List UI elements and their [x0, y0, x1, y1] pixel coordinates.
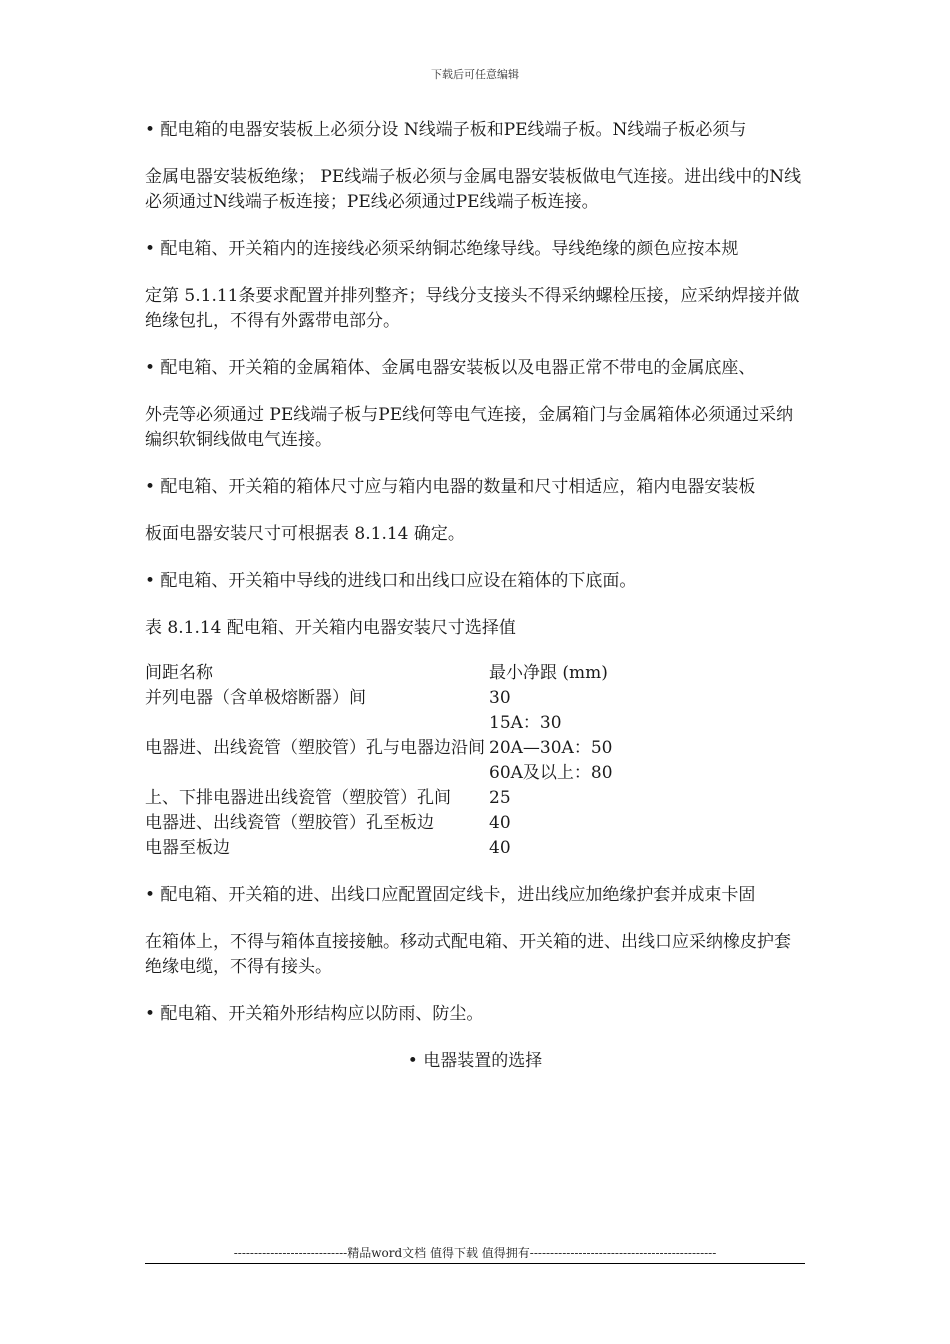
- table-row: [145, 836, 625, 861]
- table-cell-name: 并列电器（含单极熔断器）间: [145, 688, 366, 708]
- table-header-cell: 间距名称: [145, 663, 213, 683]
- paragraph: 在箱体上，不得与箱体直接接触。移动式配电箱、开关箱的进、出线口应采纳橡皮护套绝缘电缆，不得有接头。: [145, 932, 791, 977]
- table-cell-value: 25: [489, 788, 511, 808]
- paragraph: • 配电箱、开关箱的金属箱体、金属电器安装板以及电器正常不带电的金属底座、: [145, 358, 756, 378]
- value-line: 15A：30: [489, 713, 562, 733]
- paragraph: • 配电箱、开关箱中导线的进线口和出线口应设在箱体的下底面。: [145, 571, 637, 591]
- table-row: [145, 811, 625, 836]
- paragraph: 板面电器安装尺寸可根据表 8.1.14 确定。: [145, 524, 465, 544]
- paragraph: 定第 5.1.11条要求配置并排列整齐；导线分支接头不得采纳螺栓压接，应采纳焊接并做绝缘包扎，不得有外露带电部分。: [145, 286, 800, 331]
- section-heading: • 电器装置的选择: [407, 1051, 543, 1071]
- table-cell-value: 30: [489, 688, 511, 708]
- paragraph: 金属电器安装板绝缘； PE线端子板必须与金属电器安装板做电气连接。进出线中的N线必须通过N线端子板连接；PE线必须通过PE线端子板连接。: [145, 167, 802, 212]
- paragraph: • 配电箱、开关箱的进、出线口应配置固定线卡，进出线应加绝缘护套并成束卡固: [145, 885, 756, 905]
- footer-divider: [145, 1263, 805, 1264]
- table-cell-name: 电器进、出线瓷管（塑胶管）孔与电器边沿间: [145, 738, 485, 758]
- table-row: [145, 686, 625, 711]
- paragraph: • 配电箱的电器安装板上必须分设 N线端子板和PE线端子板。N线端子板必须与: [145, 120, 747, 140]
- table-header-cell: 最小净跟 (mm): [489, 663, 608, 683]
- table-caption: 表 8.1.14 配电箱、开关箱内电器安装尺寸选择值: [145, 618, 516, 638]
- page-footer: ----------------------------精品word文档 值得下载 值得拥有----------------------------------------------: [233, 1246, 717, 1260]
- paragraph: • 配电箱、开关箱内的连接线必须采纳铜芯绝缘导线。导线绝缘的颜色应按本规: [145, 239, 739, 259]
- table-cell-name: 上、下排电器进出线瓷管（塑胶管）孔间: [145, 788, 451, 808]
- spacing-table: [145, 661, 625, 861]
- table-row: [145, 786, 625, 811]
- paragraph: • 配电箱、开关箱的箱体尺寸应与箱内电器的数量和尺寸相适应，箱内电器安装板: [145, 477, 756, 497]
- table-header-row: [145, 661, 625, 686]
- table-row: [145, 711, 625, 786]
- page-header: 下载后可任意编辑: [431, 68, 519, 81]
- value-line: 20A—30A：50: [489, 738, 613, 758]
- table-cell-value: 40: [489, 813, 511, 833]
- paragraph: 外壳等必须通过 PE线端子板与PE线何等电气连接，金属箱门与金属箱体必须通过采纳编织软铜线做电气连接。: [145, 405, 794, 450]
- document-body: [145, 118, 805, 1074]
- table-cell-name: 电器至板边: [145, 838, 230, 858]
- table-cell-value: 40: [489, 838, 511, 858]
- value-line: 60A及以上：80: [489, 763, 613, 783]
- paragraph: • 配电箱、开关箱外形结构应以防雨、防尘。: [145, 1004, 484, 1024]
- table-cell-name: 电器进、出线瓷管（塑胶管）孔至板边: [145, 813, 434, 833]
- table-cell-value: [489, 711, 625, 786]
